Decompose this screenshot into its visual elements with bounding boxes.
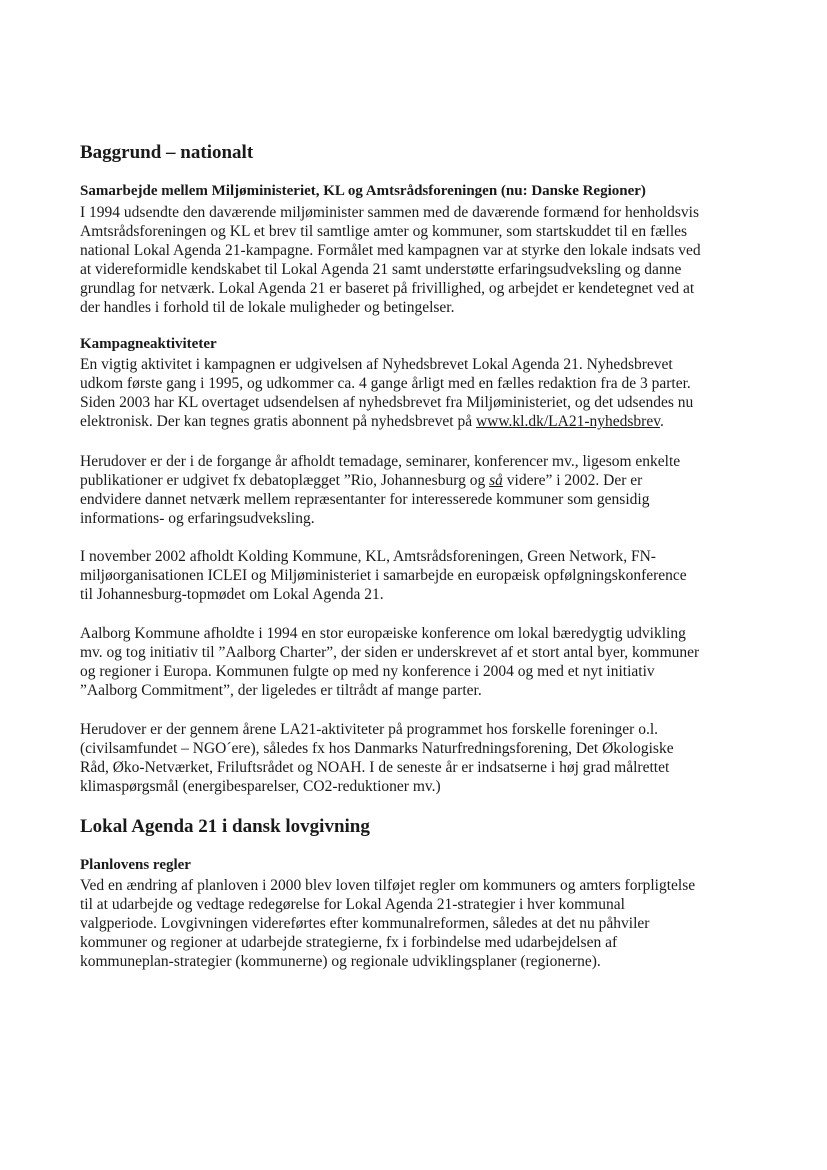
section-title-baggrund: Baggrund – nationalt — [80, 142, 254, 163]
section-title-lovgivning: Lokal Agenda 21 i dansk lovgivning — [80, 816, 370, 837]
text-line: kommuneplan-strategier (kommunerne) og regionale udviklingsplaner (regionerne). — [80, 953, 601, 970]
text-line: (civilsamfundet – NGO´ere), således fx hos Danmarks Naturfredningsforening, Det Økologiske — [80, 740, 674, 757]
text-line: Siden 2003 har KL overtaget udsendelsen af nyhedsbrevet fra Miljøministeriet, og det udsendes nu — [80, 394, 694, 411]
paragraph-kampagne — [80, 355, 760, 431]
paragraph-planloven — [80, 876, 760, 971]
text-line: Aalborg Kommune afholdte i 1994 en stor europæiske konference om lokal bæredygtig udvikling — [80, 625, 686, 642]
text-fragment: videre” i 2002. Der er — [502, 472, 643, 489]
emphasis-text: så — [489, 472, 503, 489]
link-suffix-text: . — [659, 413, 664, 430]
text-line: klimaspørgsmål (energibesparelser, CO2-reduktioner mv.) — [80, 778, 441, 795]
text-line: miljøorganisationen ICLEI og Miljøministeriet i samarbejde en europæisk opfølgningskonference — [80, 567, 687, 584]
text-line — [80, 412, 760, 431]
text-line: at videreformidle kendskabet til Lokal Agenda 21 samt understøtte erfaringsudveksling og danne — [80, 261, 682, 278]
text-line: informations- og erfaringsudveksling. — [80, 510, 315, 527]
subheading-planlovens-regler: Planlovens regler — [80, 857, 191, 873]
text-line: mv. og tog initiativ til ”Aalborg Charter”, der siden er underskrevet af et stort antal byer, kommuner — [80, 644, 700, 661]
subheading-samarbejde: Samarbejde mellem Miljøministeriet, KL og Amtsrådsforeningen (nu: Danske Regioner) — [80, 183, 646, 199]
text-line: til at udarbejde og vedtage redegørelse for Lokal Agenda 21-strategier i hver kommunal — [80, 896, 625, 913]
text-line: endvidere dannet netværk mellem repræsentanter for interesserede kommuner som gensidig — [80, 491, 650, 508]
text-fragment: publikationer er udgivet fx debatoplægget ”Rio, Johannesburg og — [80, 472, 490, 489]
newsletter-link[interactable]: www.kl.dk/LA21-nyhedsbrev — [475, 413, 660, 430]
subheading-kampagneaktiviteter: Kampagneaktiviteter — [80, 336, 217, 352]
text-line: valgperiode. Lovgivningen videreførtes efter kommunalreformen, således at det nu påhviler — [80, 915, 650, 932]
text-line: I 1994 udsendte den daværende miljøminister sammen med de daværende formænd for henholdsvis — [80, 204, 700, 221]
text-line: til Johannesburg-topmødet om Lokal Agenda 21. — [80, 586, 384, 603]
text-line: Herudover er der gennem årene LA21-aktiviteter på programmet hos forskelle foreninger o.l. — [80, 721, 659, 738]
link-prefix-text: elektronisk. Der kan tegnes gratis abonnent på nyhedsbrevet på — [80, 413, 476, 430]
text-line: Amtsrådsforeningen og KL et brev til samtlige amter og kommuner, som startskuddet til en fælles — [80, 223, 688, 240]
paragraph-aalborg — [80, 624, 760, 700]
paragraph-temadage — [80, 452, 760, 528]
text-line: Herudover er der i de forgange år afholdt temadage, seminarer, konferencer mv., ligesom enkelte — [80, 453, 681, 470]
text-line: og regioner i Europa. Kommunen fulgte op med ny konference i 2004 og med et nyt initiativ — [80, 663, 655, 680]
paragraph-kolding — [80, 547, 760, 604]
text-line: En vigtig aktivitet i kampagnen er udgivelsen af Nyhedsbrevet Lokal Agenda 21. Nyhedsbrevet — [80, 356, 673, 373]
text-line: grundlag for netværk. Lokal Agenda 21 er baseret på frivillighed, og arbejdet er kendetegnet ved at — [80, 280, 695, 297]
text-line: national Lokal Agenda 21-kampagne. Formålet med kampagnen var at styrke den lokale indsats ved — [80, 242, 701, 259]
text-line — [80, 471, 760, 490]
paragraph-ngo — [80, 720, 760, 796]
paragraph-samarbejde — [80, 203, 760, 317]
text-line: Råd, Øko-Netværket, Friluftsrådet og NOAH. I de seneste år er indsatserne i høj grad målrettet — [80, 759, 670, 776]
text-line: udkom første gang i 1995, og udkommer ca. 4 gange årligt med en fælles redaktion fra de 3 parter. — [80, 375, 691, 392]
text-line: kommuner og regioner at udarbejde strategierne, fx i forbindelse med udarbejdelsen af — [80, 934, 618, 951]
text-line: Ved en ændring af planloven i 2000 blev loven tilføjet regler om kommuners og amters forpligtelse — [80, 877, 696, 894]
text-line: der handles i forhold til de lokale muligheder og betingelser. — [80, 299, 455, 316]
text-line: I november 2002 afholdt Kolding Kommune, KL, Amtsrådsforeningen, Green Network, FN- — [80, 548, 656, 565]
text-line: ”Aalborg Commitment”, der ligeledes er tiltrådt af mange parter. — [80, 682, 482, 699]
